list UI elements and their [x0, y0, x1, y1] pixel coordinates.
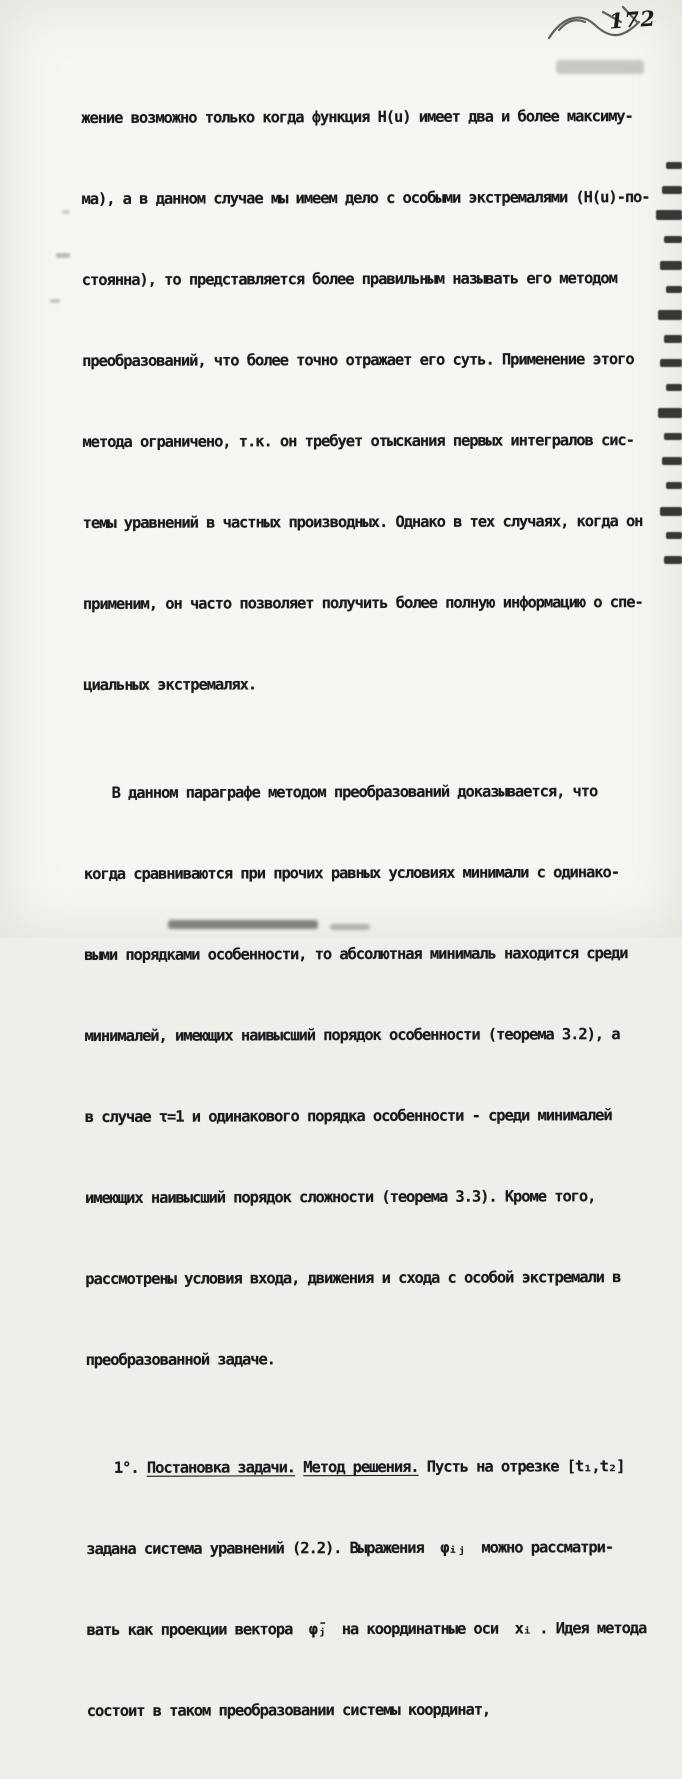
- scan-mark: [664, 335, 682, 343]
- scan-mark: [662, 186, 682, 194]
- scan-mark-faint: [50, 299, 60, 303]
- text-line: вать как проекции вектора φ̄ⱼ на координатные оси xᵢ . Идея метода: [86, 1619, 647, 1639]
- scan-mark: [656, 210, 682, 220]
- text-line: рассмотрены условия входа, движения и схода с особой экстремали в: [85, 1268, 621, 1288]
- scan-mark: [662, 457, 682, 465]
- scan-mark: [664, 556, 682, 564]
- text-line: циальных экстремалях.: [83, 675, 257, 694]
- scan-mark: [666, 384, 682, 391]
- text-line: минималей, имеющих наивысший порядок особенности (теорема 3.2), а: [84, 1025, 620, 1045]
- scan-mark: [664, 236, 682, 243]
- section-heading-line: [86, 1453, 658, 1482]
- text-line: преобразований, что более точно отражает его суть. Применение этого: [82, 350, 634, 371]
- text-line: когда сравниваются при прочих равных условиях минимали с одинако-: [83, 863, 619, 883]
- text-line: выми порядками особенности, то абсолютная минималь находится среди: [84, 944, 628, 964]
- text-line: состоит в таком преобразовании системы координат,: [86, 1700, 491, 1720]
- scan-mark: [666, 482, 682, 489]
- text-line: В данном параграфе методом преобразований доказывается, что: [111, 782, 598, 802]
- text-line: стоянна), то представляется более правильным называть его методом: [81, 269, 617, 290]
- scan-mark: [658, 310, 682, 320]
- text-line: применим, он часто позволяет получить более полную информацию о спе-: [82, 593, 643, 614]
- scan-mark: [658, 408, 682, 418]
- heading-gap: [295, 1458, 303, 1476]
- text-line: имеющих наивысший порядок сложности (теорема 3.3). Кроме того,: [84, 1187, 596, 1207]
- section-number: 1°.: [113, 1458, 147, 1477]
- text-line: жение возможно только когда функция H(u) имеет два и более максиму-: [81, 107, 633, 128]
- page-number: 172: [608, 5, 657, 34]
- text-line: преобразованной задаче.: [85, 1350, 275, 1369]
- scan-mark: [660, 261, 682, 270]
- heading-underlined: Постановка задачи.: [146, 1458, 296, 1477]
- scan-mark: [660, 359, 682, 367]
- scan-mark: [666, 162, 682, 169]
- text-line: ма), а в данном случае мы имеем дело с особыми экстремалями (H(u)-по-: [81, 188, 650, 209]
- text-line: метода ограничено, т.к. он требует отыскания первых интегралов сис-: [82, 431, 634, 452]
- scan-mark: [666, 532, 682, 539]
- heading-rest: Пусть на отрезке [t₁,t₂]: [418, 1457, 625, 1476]
- scan-mark: [660, 507, 682, 516]
- heading-underlined: Метод решения.: [303, 1457, 419, 1477]
- text-line: задана система уравнений (2.2). Выражения φᵢⱼ можно рассматри-: [86, 1538, 614, 1558]
- document-text: [81, 49, 659, 1779]
- scan-mark-faint: [62, 210, 70, 214]
- scan-mark: [664, 433, 682, 440]
- scan-mark: [666, 286, 682, 293]
- scan-mark-faint: [56, 253, 70, 258]
- text-line: в случае τ=1 и одинакового порядка особенности - среди минималей: [84, 1106, 612, 1126]
- text-line: темы уравнений в частных производных. Однако в тех случаях, когда он: [82, 512, 643, 533]
